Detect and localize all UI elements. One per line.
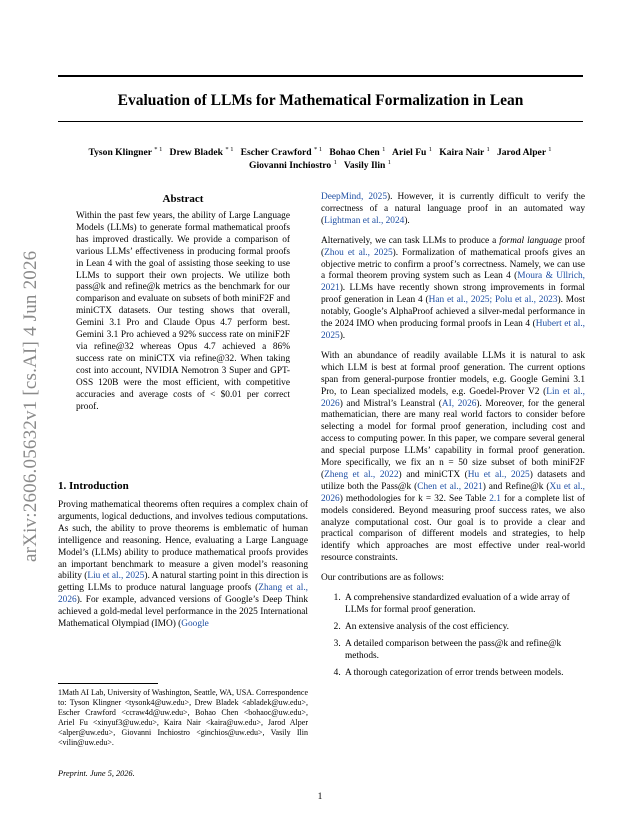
- citation-link[interactable]: Xu et al., 2026: [321, 481, 586, 504]
- introduction-paragraph: Proving mathematical theorems often requires a complex chain of arguments, logical deductions, and involves tedious computations. As such, the ability to prove theorems is emblematic of human intelligence and reasoning. Hence, evaluating a Large Language Model’s (LLMs) ability to produce mathematical proofs provides an important benchmark to measure a given model’s reasoning ability (Liu et al., 2025). A natural starting point in this direction is getting LLMs to produce natural language proofs (Zhang et al., 2026). For example, advanced versions of Google’s Deep Think achieved a gold-medal level performance in the 2025 International Mathematical Olympiad (IMO) (Google: [58, 500, 308, 630]
- title-bottom-rule: [58, 121, 583, 122]
- contributions-list: [321, 593, 585, 679]
- citation-link[interactable]: Liu et al., 2025: [87, 571, 145, 582]
- section-heading-introduction: 1. Introduction: [58, 480, 129, 492]
- citation-link[interactable]: AI, 2026: [441, 398, 477, 409]
- citation-link[interactable]: Zheng et al., 2022: [324, 469, 399, 480]
- author-list-line2: Giovanni Inchiostro $^1$ Vasily Ilin $^1$: [248, 159, 392, 172]
- table-reference-link[interactable]: 2.1: [489, 493, 501, 504]
- paragraph: With an abundance of readily available LLMs it is natural to ask which LLM is best at formal proof generation. The current options span from general-purpose frontier models, e.g. Google Gemini 3.1 Pro, to Lean specialized models, e.g. Goedel-Prover V2 (Lin et al., 2026) and Mistral’s Leanstral (AI, 2026). Moreover, for the general mathematician, there are many real world factors to consider before selecting a model for formal proof generation, including cost and access to computing power. In this paper, we compare several general and special purpose LLMs’ capability in formal proof generation. More specifically, we fix an n = 50 size subset of both miniF2F (Zheng et al., 2022) and miniCTX (Hu et al., 2025) datasets and utilize both the Pass@k (Chen et al., 2021) and Refine@k (Xu et al., 2026) methodologies for k = 32. See Table 2.1 for a complete list of models considered. Beyond measuring proof success rates, we also analyze computational cost. Our goal is to provide a clear and practical comparison of different models and strategies, to help identify which approaches are most effective under real-world resource constraints.: [321, 350, 586, 564]
- citation-link[interactable]: Hubert et al., 2025: [321, 319, 586, 341]
- citation-link[interactable]: DeepMind, 2025: [321, 192, 388, 202]
- abstract-text: Within the past few years, the ability of Large Language Models (LLMs) to generate formal mathematical proofs has improved drastically. We provide a comparison of various LLMs’ effectiveness in producing formal proofs in Lean 4 with the goal of assisting those seeking to use LLMs to support their own projects. We utilize both pass@k and refine@k metrics as the benchmark for our comparison and evaluate on subsets of both miniF2F and miniCTX datasets. Our testing shows that overall, Gemini 3.1 Pro and Claude Opus 4.7 perform best. Gemini 3.1 Pro achieved a 92% success rate on miniF2F via refine@32 whereas Opus 4.7 achieved a 86% success rate on miniCTX via refine@32. When taking cost into account, NVIDIA Nemotron 3 Super and GPT-OSS 120B were the most efficient, with competitive accuracies and average costs of < $0.01 per correct proof.: [76, 211, 290, 412]
- list-item: 4. A thorough categorization of error trends between models.: [343, 668, 585, 680]
- citation-link[interactable]: Moura & Ullrich, 2021: [321, 271, 585, 294]
- list-item: 2. An extensive analysis of the cost efficiency.: [343, 622, 585, 634]
- citation-link[interactable]: Lightman et al., 2024: [324, 215, 405, 226]
- citation-link[interactable]: Han et al., 2025; Polu et al., 2023: [428, 295, 558, 306]
- title-top-rule: [58, 75, 583, 77]
- citation-link[interactable]: Zhou et al., 2025: [324, 247, 393, 258]
- right-column: [321, 192, 585, 685]
- paragraph: Alternatively, we can task LLMs to produce a formal language proof (Zhou et al., 2025). Formalization of mathematical proofs gives an objective metric to confirm a proof’s correctness. Namely, we can use a formal theorem proving system such as Lean 4 (Moura & Ullrich, 2021). LLMs have recently shown strong improvements in formal proof generation in Lean 4 (Han et al., 2025; Polu et al., 2023). Most notably, Google’s AlphaProof achieved a silver-medal performance in the 2024 IMO when producing formal proofs in Lean 4 (Hubert et al., 2025).: [321, 235, 586, 341]
- citation-link[interactable]: Zhang et al., 2026: [58, 583, 308, 606]
- footnote-rule: [58, 683, 158, 684]
- list-item: 1. A comprehensive standardized evaluation of a wide array of LLMs for formal proof generation.: [343, 593, 585, 617]
- citation-link[interactable]: Hu et al., 2025: [467, 469, 530, 480]
- paragraph: DeepMind, 2025). However, it is currently difficult to verify the correctness of a natural language proof in an automated way (Lightman et al., 2024).: [321, 192, 585, 226]
- citation-link[interactable]: Google: [181, 619, 209, 630]
- page-number: 1: [317, 792, 323, 802]
- preprint-note: Preprint. June 5, 2026.: [58, 769, 135, 778]
- affiliation-footnote: 1Math AI Lab, University of Washington, Seattle, WA, USA. Correspondence to: Tyson Klingner <tysonk4@uw.edu>, Drew Bladek <abladek@uw.edu>, Escher Crawford <ccraw4d@uw.edu>, Bohao Chen <bohaoc@uw.edu>, Ariel Fu <xinyuf3@uw.edu>, Kaira Nair <kaira@uw.edu>, Jarod Alper <alper@uw.edu>, Giovanni Inchiostro <ginchios@uw.edu>, Vasily Ilin <vilin@uw.edu>.: [58, 688, 308, 747]
- arxiv-stamp: arXiv:2606.05632v1 [cs.AI] 4 Jun 2026: [20, 250, 41, 562]
- contributions-intro: Our contributions are as follows:: [321, 573, 445, 584]
- paper-title: Evaluation of LLMs for Mathematical Formalization in Lean: [117, 92, 524, 109]
- list-item: 3. A detailed comparison between the pass@k and refine@k methods.: [343, 639, 585, 663]
- author-list-line1: Tyson Klingner $^{* 1}$ Drew Bladek $^{* 1}$ Escher Crawford $^{* 1}$ Bohao Chen $^1$ Ariel Fu $^1$ Kaira Nair $^1$ Jarod Alper $^1$: [88, 146, 552, 159]
- abstract-heading: Abstract: [162, 193, 204, 205]
- citation-link[interactable]: Lin et al., 2026: [321, 386, 585, 409]
- citation-link[interactable]: Chen et al., 2021: [417, 481, 483, 492]
